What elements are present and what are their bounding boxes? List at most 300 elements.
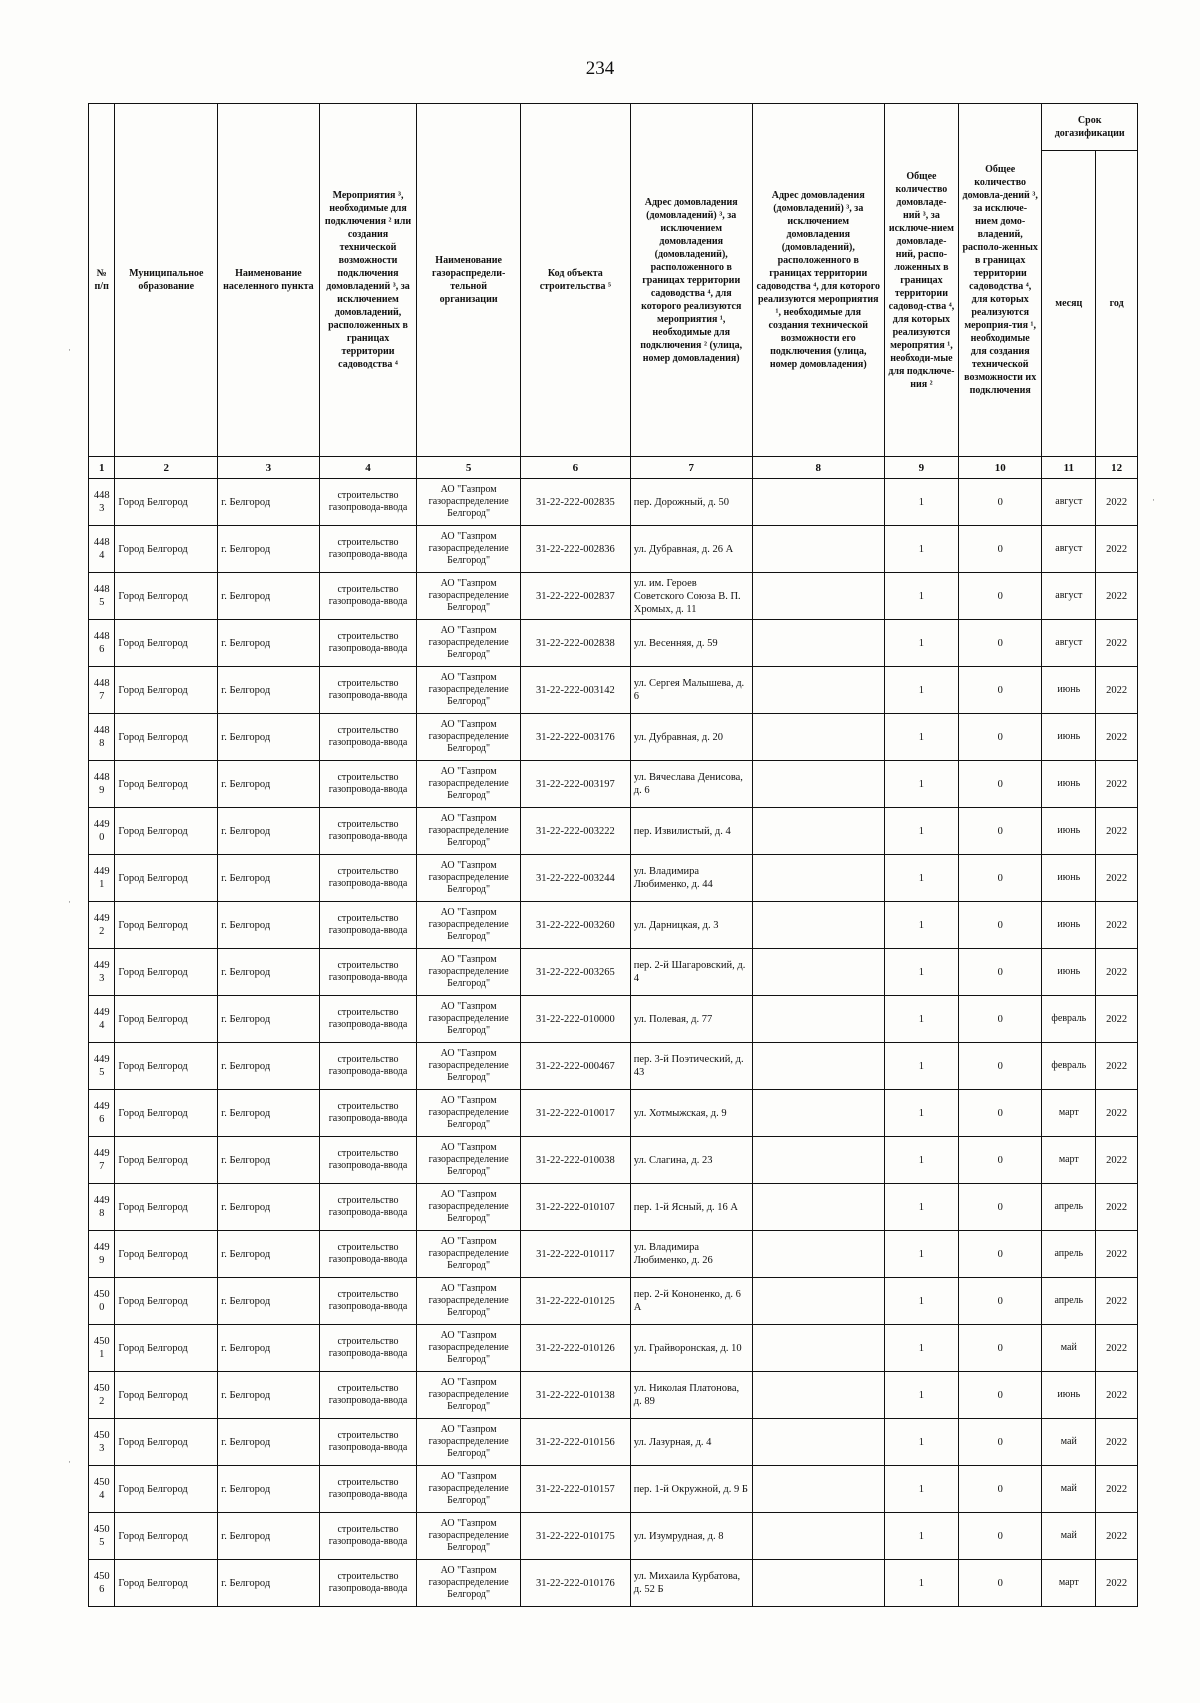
column-number: 8 bbox=[752, 457, 884, 479]
cell-municipality: Город Белгород bbox=[115, 996, 218, 1043]
cell-municipality: Город Белгород bbox=[115, 808, 218, 855]
cell-municipality: Город Белгород bbox=[115, 1466, 218, 1513]
cell-settlement: г. Белгород bbox=[218, 1560, 320, 1607]
cell-address: ул. Михаила Курбатова, д. 52 Б bbox=[630, 1560, 752, 1607]
table-row bbox=[89, 996, 1138, 1043]
header-number: № п/п bbox=[89, 104, 115, 457]
cell-municipality: Город Белгород bbox=[115, 620, 218, 667]
cell-year: 2022 bbox=[1096, 1325, 1138, 1372]
cell-settlement: г. Белгород bbox=[218, 902, 320, 949]
cell-measure: строительство газопровода-ввода bbox=[319, 1184, 417, 1231]
header-deadline: Срок догазификации bbox=[1042, 104, 1138, 151]
cell-settlement: г. Белгород bbox=[218, 1513, 320, 1560]
cell-gas-org: АО "Газпром газораспределение Белгород" bbox=[417, 1560, 521, 1607]
cell-settlement: г. Белгород bbox=[218, 526, 320, 573]
cell-year: 2022 bbox=[1096, 526, 1138, 573]
cell-object-code: 31-22-222-010017 bbox=[520, 1090, 630, 1137]
cell-gas-org: АО "Газпром газораспределение Белгород" bbox=[417, 714, 521, 761]
cell-settlement: г. Белгород bbox=[218, 714, 320, 761]
cell-gas-org: АО "Газпром газораспределение Белгород" bbox=[417, 902, 521, 949]
cell-settlement: г. Белгород bbox=[218, 479, 320, 526]
cell-municipality: Город Белгород bbox=[115, 1231, 218, 1278]
cell-total-capability: 0 bbox=[959, 1043, 1042, 1090]
cell-number: 4491 bbox=[89, 855, 115, 902]
cell-total-connection: 1 bbox=[884, 855, 958, 902]
cell-address-capability bbox=[752, 526, 884, 573]
cell-total-capability: 0 bbox=[959, 1513, 1042, 1560]
cell-municipality: Город Белгород bbox=[115, 1184, 218, 1231]
cell-address: пер. Дорожный, д. 50 bbox=[630, 479, 752, 526]
cell-total-connection: 1 bbox=[884, 526, 958, 573]
cell-object-code: 31-22-222-010000 bbox=[520, 996, 630, 1043]
cell-municipality: Город Белгород bbox=[115, 1137, 218, 1184]
column-number: 12 bbox=[1096, 457, 1138, 479]
cell-object-code: 31-22-222-003222 bbox=[520, 808, 630, 855]
cell-measure: строительство газопровода-ввода bbox=[319, 714, 417, 761]
cell-total-capability: 0 bbox=[959, 902, 1042, 949]
cell-total-connection: 1 bbox=[884, 1419, 958, 1466]
cell-number: 4489 bbox=[89, 761, 115, 808]
cell-gas-org: АО "Газпром газораспределение Белгород" bbox=[417, 1466, 521, 1513]
cell-year: 2022 bbox=[1096, 620, 1138, 667]
cell-address-capability bbox=[752, 808, 884, 855]
table-row bbox=[89, 479, 1138, 526]
cell-object-code: 31-22-222-002836 bbox=[520, 526, 630, 573]
cell-month: май bbox=[1042, 1513, 1096, 1560]
table-row bbox=[89, 573, 1138, 620]
column-number: 9 bbox=[884, 457, 958, 479]
cell-total-connection: 1 bbox=[884, 1090, 958, 1137]
cell-object-code: 31-22-222-010038 bbox=[520, 1137, 630, 1184]
table-body bbox=[89, 479, 1138, 1607]
cell-gas-org: АО "Газпром газораспределение Белгород" bbox=[417, 1137, 521, 1184]
cell-month: август bbox=[1042, 573, 1096, 620]
cell-month: июнь bbox=[1042, 1372, 1096, 1419]
cell-address-capability bbox=[752, 1043, 884, 1090]
cell-object-code: 31-22-222-010176 bbox=[520, 1560, 630, 1607]
cell-object-code: 31-22-222-003244 bbox=[520, 855, 630, 902]
cell-number: 4504 bbox=[89, 1466, 115, 1513]
cell-number: 4505 bbox=[89, 1513, 115, 1560]
cell-measure: строительство газопровода-ввода bbox=[319, 1043, 417, 1090]
cell-year: 2022 bbox=[1096, 902, 1138, 949]
cell-number: 4503 bbox=[89, 1419, 115, 1466]
cell-total-capability: 0 bbox=[959, 855, 1042, 902]
cell-address-capability bbox=[752, 902, 884, 949]
cell-month: август bbox=[1042, 479, 1096, 526]
column-number: 6 bbox=[520, 457, 630, 479]
cell-address: ул. Вячеслава Денисова, д. 6 bbox=[630, 761, 752, 808]
cell-settlement: г. Белгород bbox=[218, 1372, 320, 1419]
header-measures: Мероприятия ³, необходимые для подключения ² или создания технической возможности подключения домовладений ³, за исключением домовладений, расположенных в границах территории садоводства ⁴ bbox=[319, 104, 417, 457]
cell-total-capability: 0 bbox=[959, 1419, 1042, 1466]
cell-number: 4483 bbox=[89, 479, 115, 526]
cell-measure: строительство газопровода-ввода bbox=[319, 1090, 417, 1137]
cell-month: май bbox=[1042, 1325, 1096, 1372]
cell-month: март bbox=[1042, 1090, 1096, 1137]
cell-total-connection: 1 bbox=[884, 761, 958, 808]
table-row bbox=[89, 1372, 1138, 1419]
cell-total-capability: 0 bbox=[959, 808, 1042, 855]
scan-speck: · bbox=[1152, 495, 1155, 505]
cell-total-connection: 1 bbox=[884, 1466, 958, 1513]
cell-address-capability bbox=[752, 1372, 884, 1419]
header-total-connection: Общее количество домовладе-ний ³, за исключе-нием домовладе-ний, распо-ложенных в границах территории садовод-ства ⁴, для которых реализуются меропрятия ¹, необходи-мые для подключе-ния ² bbox=[884, 104, 958, 457]
cell-object-code: 31-22-222-010138 bbox=[520, 1372, 630, 1419]
cell-month: июнь bbox=[1042, 667, 1096, 714]
cell-total-connection: 1 bbox=[884, 1513, 958, 1560]
page-number: 234 bbox=[585, 58, 615, 79]
cell-address: пер. Извилистый, д. 4 bbox=[630, 808, 752, 855]
cell-gas-org: АО "Газпром газораспределение Белгород" bbox=[417, 808, 521, 855]
cell-address-capability bbox=[752, 667, 884, 714]
column-number-row bbox=[89, 457, 1138, 479]
cell-address-capability bbox=[752, 1090, 884, 1137]
cell-year: 2022 bbox=[1096, 479, 1138, 526]
cell-address-capability bbox=[752, 479, 884, 526]
cell-object-code: 31-22-222-010126 bbox=[520, 1325, 630, 1372]
cell-address: ул. Лазурная, д. 4 bbox=[630, 1419, 752, 1466]
cell-gas-org: АО "Газпром газораспределение Белгород" bbox=[417, 1090, 521, 1137]
cell-total-capability: 0 bbox=[959, 1466, 1042, 1513]
cell-settlement: г. Белгород bbox=[218, 761, 320, 808]
cell-address-capability bbox=[752, 1419, 884, 1466]
cell-measure: строительство газопровода-ввода bbox=[319, 902, 417, 949]
cell-year: 2022 bbox=[1096, 1137, 1138, 1184]
cell-address: ул. Изумрудная, д. 8 bbox=[630, 1513, 752, 1560]
cell-settlement: г. Белгород bbox=[218, 949, 320, 996]
cell-municipality: Город Белгород bbox=[115, 1090, 218, 1137]
cell-object-code: 31-22-222-003260 bbox=[520, 902, 630, 949]
table-row bbox=[89, 1325, 1138, 1372]
cell-object-code: 31-22-222-010117 bbox=[520, 1231, 630, 1278]
cell-total-capability: 0 bbox=[959, 1325, 1042, 1372]
cell-number: 4499 bbox=[89, 1231, 115, 1278]
cell-number: 4490 bbox=[89, 808, 115, 855]
cell-municipality: Город Белгород bbox=[115, 1419, 218, 1466]
table-row bbox=[89, 1043, 1138, 1090]
table-row bbox=[89, 1231, 1138, 1278]
cell-year: 2022 bbox=[1096, 996, 1138, 1043]
cell-address: ул. Полевая, д. 77 bbox=[630, 996, 752, 1043]
cell-object-code: 31-22-222-010107 bbox=[520, 1184, 630, 1231]
cell-settlement: г. Белгород bbox=[218, 1231, 320, 1278]
table-row bbox=[89, 1419, 1138, 1466]
cell-gas-org: АО "Газпром газораспределение Белгород" bbox=[417, 479, 521, 526]
cell-month: июнь bbox=[1042, 714, 1096, 761]
cell-object-code: 31-22-222-010175 bbox=[520, 1513, 630, 1560]
cell-settlement: г. Белгород bbox=[218, 620, 320, 667]
cell-year: 2022 bbox=[1096, 808, 1138, 855]
cell-address-capability bbox=[752, 573, 884, 620]
cell-number: 4506 bbox=[89, 1560, 115, 1607]
cell-object-code: 31-22-222-010125 bbox=[520, 1278, 630, 1325]
cell-settlement: г. Белгород bbox=[218, 1278, 320, 1325]
cell-year: 2022 bbox=[1096, 667, 1138, 714]
cell-total-capability: 0 bbox=[959, 1278, 1042, 1325]
column-number: 5 bbox=[417, 457, 521, 479]
cell-object-code: 31-22-222-000467 bbox=[520, 1043, 630, 1090]
cell-address: ул. Дубравная, д. 26 А bbox=[630, 526, 752, 573]
cell-object-code: 31-22-222-010157 bbox=[520, 1466, 630, 1513]
cell-month: март bbox=[1042, 1560, 1096, 1607]
cell-total-capability: 0 bbox=[959, 1090, 1042, 1137]
cell-municipality: Город Белгород bbox=[115, 855, 218, 902]
table-row bbox=[89, 761, 1138, 808]
cell-municipality: Город Белгород bbox=[115, 1278, 218, 1325]
cell-settlement: г. Белгород bbox=[218, 1137, 320, 1184]
cell-measure: строительство газопровода-ввода bbox=[319, 1560, 417, 1607]
cell-year: 2022 bbox=[1096, 1090, 1138, 1137]
cell-number: 4488 bbox=[89, 714, 115, 761]
cell-total-connection: 1 bbox=[884, 1325, 958, 1372]
cell-number: 4484 bbox=[89, 526, 115, 573]
cell-number: 4487 bbox=[89, 667, 115, 714]
table-row bbox=[89, 1278, 1138, 1325]
cell-total-capability: 0 bbox=[959, 620, 1042, 667]
cell-gas-org: АО "Газпром газораспределение Белгород" bbox=[417, 1043, 521, 1090]
cell-year: 2022 bbox=[1096, 1560, 1138, 1607]
cell-total-capability: 0 bbox=[959, 714, 1042, 761]
cell-month: июнь bbox=[1042, 808, 1096, 855]
table-row bbox=[89, 902, 1138, 949]
cell-year: 2022 bbox=[1096, 1419, 1138, 1466]
cell-measure: строительство газопровода-ввода bbox=[319, 1137, 417, 1184]
cell-month: май bbox=[1042, 1466, 1096, 1513]
cell-month: июнь bbox=[1042, 761, 1096, 808]
cell-address: ул. Слагина, д. 23 bbox=[630, 1137, 752, 1184]
cell-month: апрель bbox=[1042, 1184, 1096, 1231]
cell-total-connection: 1 bbox=[884, 902, 958, 949]
cell-settlement: г. Белгород bbox=[218, 996, 320, 1043]
cell-number: 4498 bbox=[89, 1184, 115, 1231]
cell-total-connection: 1 bbox=[884, 1372, 958, 1419]
cell-total-connection: 1 bbox=[884, 996, 958, 1043]
cell-address-capability bbox=[752, 996, 884, 1043]
table-row bbox=[89, 808, 1138, 855]
cell-total-capability: 0 bbox=[959, 1137, 1042, 1184]
cell-gas-org: АО "Газпром газораспределение Белгород" bbox=[417, 1419, 521, 1466]
cell-total-capability: 0 bbox=[959, 949, 1042, 996]
cell-settlement: г. Белгород bbox=[218, 1466, 320, 1513]
cell-number: 4493 bbox=[89, 949, 115, 996]
header-year: год bbox=[1096, 151, 1138, 457]
cell-gas-org: АО "Газпром газораспределение Белгород" bbox=[417, 1184, 521, 1231]
cell-total-capability: 0 bbox=[959, 667, 1042, 714]
column-number: 3 bbox=[218, 457, 320, 479]
cell-number: 4496 bbox=[89, 1090, 115, 1137]
cell-address: ул. Грайворонская, д. 10 bbox=[630, 1325, 752, 1372]
table-row bbox=[89, 949, 1138, 996]
cell-gas-org: АО "Газпром газораспределение Белгород" bbox=[417, 620, 521, 667]
cell-month: июнь bbox=[1042, 855, 1096, 902]
cell-total-capability: 0 bbox=[959, 1184, 1042, 1231]
table-row bbox=[89, 714, 1138, 761]
cell-measure: строительство газопровода-ввода bbox=[319, 1278, 417, 1325]
column-number: 4 bbox=[319, 457, 417, 479]
cell-month: июнь bbox=[1042, 902, 1096, 949]
cell-gas-org: АО "Газпром газораспределение Белгород" bbox=[417, 667, 521, 714]
cell-municipality: Город Белгород bbox=[115, 1560, 218, 1607]
cell-municipality: Город Белгород bbox=[115, 761, 218, 808]
column-number: 1 bbox=[89, 457, 115, 479]
cell-municipality: Город Белгород bbox=[115, 526, 218, 573]
cell-municipality: Город Белгород bbox=[115, 714, 218, 761]
data-table bbox=[88, 103, 1138, 1607]
cell-object-code: 31-22-222-010156 bbox=[520, 1419, 630, 1466]
cell-measure: строительство газопровода-ввода bbox=[319, 1513, 417, 1560]
cell-settlement: г. Белгород bbox=[218, 808, 320, 855]
cell-total-capability: 0 bbox=[959, 1560, 1042, 1607]
cell-year: 2022 bbox=[1096, 761, 1138, 808]
cell-measure: строительство газопровода-ввода bbox=[319, 1231, 417, 1278]
cell-total-capability: 0 bbox=[959, 761, 1042, 808]
cell-object-code: 31-22-222-003142 bbox=[520, 667, 630, 714]
cell-total-connection: 1 bbox=[884, 620, 958, 667]
cell-object-code: 31-22-222-002835 bbox=[520, 479, 630, 526]
cell-measure: строительство газопровода-ввода bbox=[319, 667, 417, 714]
cell-year: 2022 bbox=[1096, 1043, 1138, 1090]
cell-total-connection: 1 bbox=[884, 1184, 958, 1231]
cell-month: май bbox=[1042, 1419, 1096, 1466]
cell-total-connection: 1 bbox=[884, 808, 958, 855]
cell-year: 2022 bbox=[1096, 949, 1138, 996]
cell-gas-org: АО "Газпром газораспределение Белгород" bbox=[417, 1231, 521, 1278]
cell-measure: строительство газопровода-ввода bbox=[319, 1325, 417, 1372]
cell-municipality: Город Белгород bbox=[115, 949, 218, 996]
cell-gas-org: АО "Газпром газораспределение Белгород" bbox=[417, 573, 521, 620]
cell-address-capability bbox=[752, 1560, 884, 1607]
table-row bbox=[89, 667, 1138, 714]
cell-address-capability bbox=[752, 855, 884, 902]
cell-address: пер. 3-й Поэтический, д. 43 bbox=[630, 1043, 752, 1090]
cell-measure: строительство газопровода-ввода bbox=[319, 949, 417, 996]
cell-settlement: г. Белгород bbox=[218, 855, 320, 902]
cell-address-capability bbox=[752, 761, 884, 808]
cell-settlement: г. Белгород bbox=[218, 1043, 320, 1090]
column-number: 7 bbox=[630, 457, 752, 479]
cell-gas-org: АО "Газпром газораспределение Белгород" bbox=[417, 855, 521, 902]
cell-address: пер. 1-й Окружной, д. 9 Б bbox=[630, 1466, 752, 1513]
cell-municipality: Город Белгород bbox=[115, 1043, 218, 1090]
cell-address-capability bbox=[752, 1278, 884, 1325]
header-total-capability: Общее количество домовла-дений ³, за исключе-нием домо-владений, располо-женных в границах территории садоводства ⁴, для которых реализуются мероприя-тия ¹, необходимые для создания технической возможности их подключения bbox=[959, 104, 1042, 457]
cell-total-capability: 0 bbox=[959, 1372, 1042, 1419]
cell-total-capability: 0 bbox=[959, 996, 1042, 1043]
cell-address: пер. 2-й Кононенко, д. 6 А bbox=[630, 1278, 752, 1325]
cell-gas-org: АО "Газпром газораспределение Белгород" bbox=[417, 996, 521, 1043]
table-row bbox=[89, 526, 1138, 573]
table-row bbox=[89, 1513, 1138, 1560]
cell-address: ул. Хотмыжская, д. 9 bbox=[630, 1090, 752, 1137]
header-gas-org: Наименование газораспредели-тельной организации bbox=[417, 104, 521, 457]
header-municipality: Муниципальное образование bbox=[115, 104, 218, 457]
cell-address-capability bbox=[752, 1231, 884, 1278]
table-row bbox=[89, 855, 1138, 902]
cell-object-code: 31-22-222-003265 bbox=[520, 949, 630, 996]
cell-month: август bbox=[1042, 620, 1096, 667]
table-row bbox=[89, 1184, 1138, 1231]
cell-address: пер. 1-й Ясный, д. 16 А bbox=[630, 1184, 752, 1231]
cell-address: ул. Дарницкая, д. 3 bbox=[630, 902, 752, 949]
cell-address: ул. Весенняя, д. 59 bbox=[630, 620, 752, 667]
cell-measure: строительство газопровода-ввода bbox=[319, 526, 417, 573]
cell-measure: строительство газопровода-ввода bbox=[319, 808, 417, 855]
cell-measure: строительство газопровода-ввода bbox=[319, 479, 417, 526]
cell-address: ул. Дубравная, д. 20 bbox=[630, 714, 752, 761]
cell-month: март bbox=[1042, 1137, 1096, 1184]
cell-month: февраль bbox=[1042, 1043, 1096, 1090]
cell-year: 2022 bbox=[1096, 1466, 1138, 1513]
column-number: 10 bbox=[959, 457, 1042, 479]
cell-gas-org: АО "Газпром газораспределение Белгород" bbox=[417, 1325, 521, 1372]
cell-year: 2022 bbox=[1096, 714, 1138, 761]
cell-measure: строительство газопровода-ввода bbox=[319, 1372, 417, 1419]
cell-gas-org: АО "Газпром газораспределение Белгород" bbox=[417, 1278, 521, 1325]
cell-gas-org: АО "Газпром газораспределение Белгород" bbox=[417, 1372, 521, 1419]
cell-address: ул. Владимира Любименко, д. 44 bbox=[630, 855, 752, 902]
cell-month: август bbox=[1042, 526, 1096, 573]
cell-total-connection: 1 bbox=[884, 1137, 958, 1184]
cell-total-connection: 1 bbox=[884, 479, 958, 526]
header-address-capability: Адрес домовладения (домовладений) ³, за исключением домовладения (домовладений), расположенного в границах территории садоводства ⁴, для которого реализуются мероприятия ¹, необходимые для создания технической возможности его подключения (улица, номер домовладения) bbox=[752, 104, 884, 457]
cell-number: 4485 bbox=[89, 573, 115, 620]
cell-total-capability: 0 bbox=[959, 573, 1042, 620]
cell-total-connection: 1 bbox=[884, 949, 958, 996]
scan-speck: · bbox=[68, 1457, 71, 1467]
cell-year: 2022 bbox=[1096, 855, 1138, 902]
cell-year: 2022 bbox=[1096, 1278, 1138, 1325]
cell-number: 4501 bbox=[89, 1325, 115, 1372]
cell-address-capability bbox=[752, 1466, 884, 1513]
cell-total-connection: 1 bbox=[884, 714, 958, 761]
cell-municipality: Город Белгород bbox=[115, 902, 218, 949]
cell-object-code: 31-22-222-002838 bbox=[520, 620, 630, 667]
column-number: 2 bbox=[115, 457, 218, 479]
cell-year: 2022 bbox=[1096, 1513, 1138, 1560]
cell-number: 4494 bbox=[89, 996, 115, 1043]
cell-number: 4500 bbox=[89, 1278, 115, 1325]
cell-gas-org: АО "Газпром газораспределение Белгород" bbox=[417, 761, 521, 808]
cell-total-connection: 1 bbox=[884, 573, 958, 620]
cell-number: 4495 bbox=[89, 1043, 115, 1090]
cell-measure: строительство газопровода-ввода bbox=[319, 620, 417, 667]
cell-year: 2022 bbox=[1096, 573, 1138, 620]
header-settlement: Наименование населенного пункта bbox=[218, 104, 320, 457]
cell-number: 4502 bbox=[89, 1372, 115, 1419]
cell-measure: строительство газопровода-ввода bbox=[319, 573, 417, 620]
cell-measure: строительство газопровода-ввода bbox=[319, 855, 417, 902]
cell-measure: строительство газопровода-ввода bbox=[319, 761, 417, 808]
cell-municipality: Город Белгород bbox=[115, 1513, 218, 1560]
table-row bbox=[89, 620, 1138, 667]
cell-address: ул. Николая Платонова, д. 89 bbox=[630, 1372, 752, 1419]
header-address-connection: Адрес домовладения (домовладений) ³, за исключением домовладения (домовладений), расположенного в границах территории садоводства ⁴, для которого реализуются мероприятия ¹, необходимые для подключения ² (улица, номер домовладения) bbox=[630, 104, 752, 457]
cell-address-capability bbox=[752, 714, 884, 761]
cell-total-connection: 1 bbox=[884, 1560, 958, 1607]
scan-speck: · bbox=[68, 897, 71, 907]
cell-total-connection: 1 bbox=[884, 1043, 958, 1090]
cell-municipality: Город Белгород bbox=[115, 1325, 218, 1372]
cell-measure: строительство газопровода-ввода bbox=[319, 996, 417, 1043]
cell-municipality: Город Белгород bbox=[115, 667, 218, 714]
table-row bbox=[89, 1137, 1138, 1184]
cell-total-connection: 1 bbox=[884, 1231, 958, 1278]
cell-settlement: г. Белгород bbox=[218, 1325, 320, 1372]
cell-year: 2022 bbox=[1096, 1184, 1138, 1231]
cell-total-connection: 1 bbox=[884, 667, 958, 714]
cell-settlement: г. Белгород bbox=[218, 1184, 320, 1231]
